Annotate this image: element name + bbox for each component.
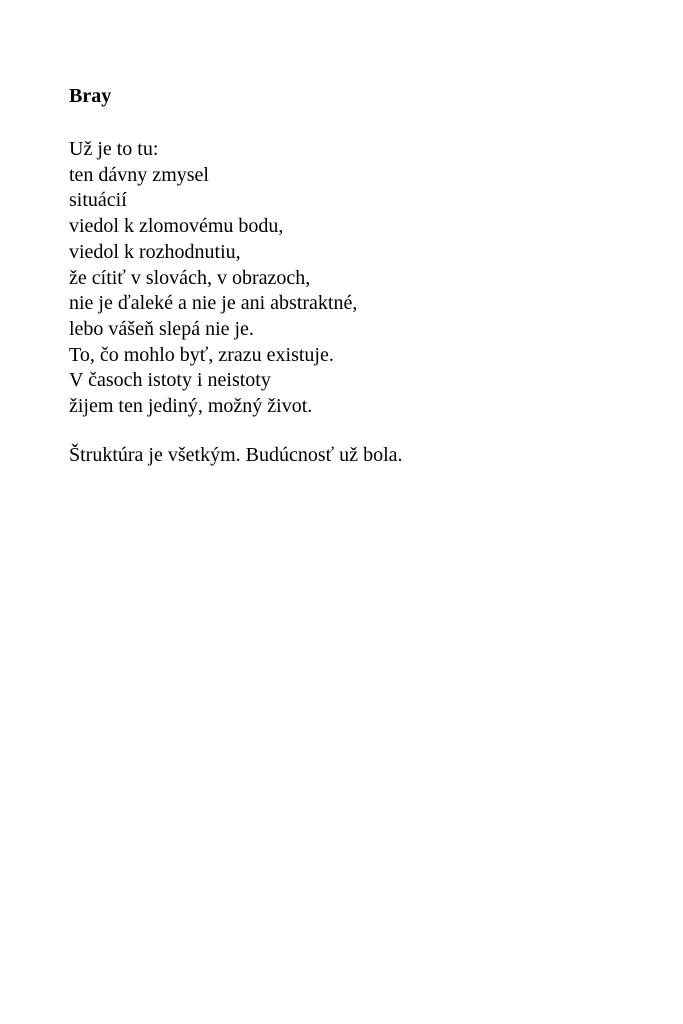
poem-line: V časoch istoty i neistoty — [69, 369, 271, 392]
poem-stanza — [69, 137, 357, 420]
poem-line: To, čo mohlo byť, zrazu existuje. — [69, 343, 334, 366]
poem-line: viedol k rozhodnutiu, — [69, 240, 241, 263]
poem-line: viedol k zlomovému bodu, — [69, 215, 284, 238]
poem-line: ten dávny zmysel — [69, 163, 209, 186]
poem-line: že cítiť v slovách, v obrazoch, — [69, 266, 311, 289]
poem-line: nie je ďaleké a nie je ani abstraktné, — [69, 292, 358, 315]
poem-line: Už je to tu: — [69, 138, 159, 160]
poem-title: Bray — [69, 85, 112, 107]
poem-line: situácií — [69, 189, 127, 212]
poem-closing-line: Štruktúra je všetkým. Budúcnosť už bola. — [69, 444, 403, 466]
poem-line: lebo vášeň slepá nie je. — [69, 317, 254, 340]
poem-line: žijem ten jediný, možný život. — [69, 395, 313, 418]
